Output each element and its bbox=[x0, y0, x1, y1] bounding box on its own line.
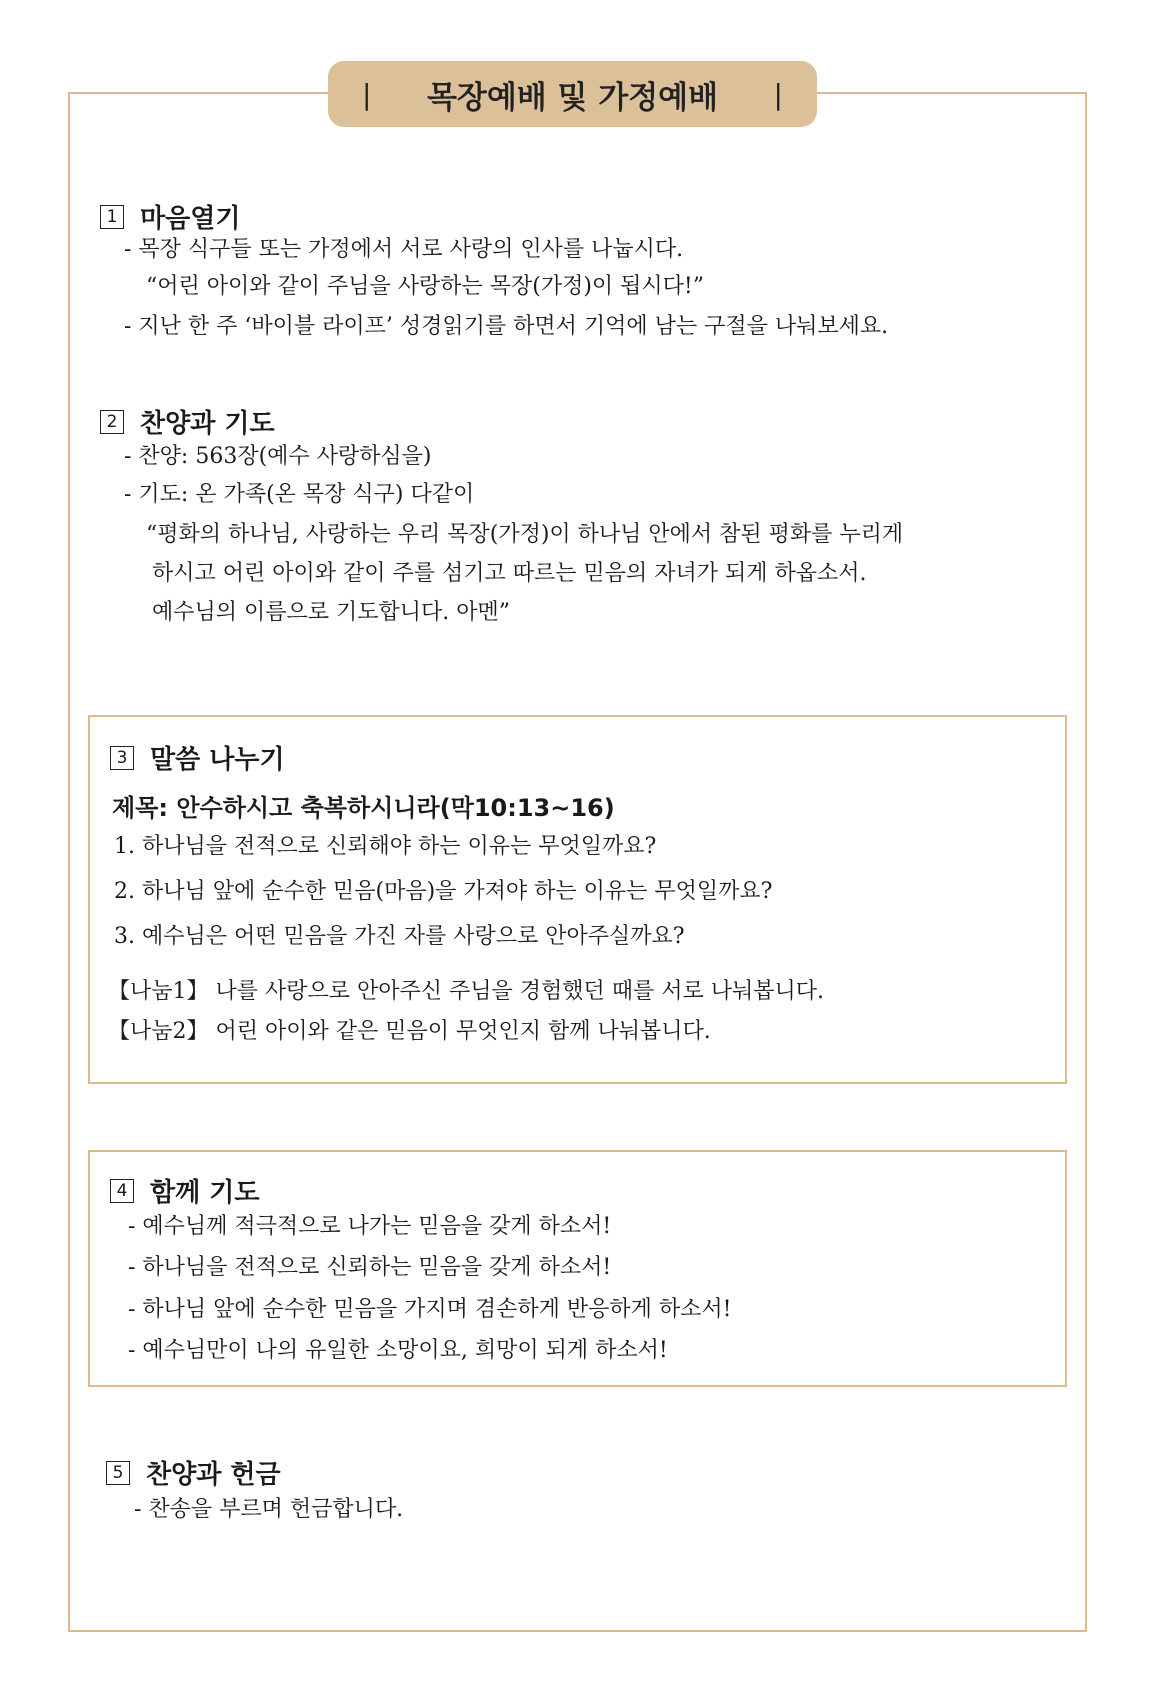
section-title: 말씀 나누기 bbox=[150, 745, 285, 775]
prayer-line: 하시고 어린 아이와 같이 주를 섬기고 따르는 믿음의 자녀가 되게 하옵소서. bbox=[152, 561, 867, 586]
header-left-bar: | bbox=[362, 77, 372, 111]
sharing-item: 【나눔1】 나를 사랑으로 안아주신 주님을 경험했던 때를 서로 나눠봅니다. bbox=[108, 979, 824, 1004]
section-line: - 찬양: 563장(예수 사랑하심을) bbox=[124, 444, 432, 469]
section-number: 2 bbox=[100, 410, 124, 434]
section-number: 5 bbox=[106, 1461, 130, 1485]
header-right-bar: | bbox=[773, 77, 783, 111]
sharing-item: 【나눔2】 어린 아이와 같은 믿음이 무엇인지 함께 나눠봅니다. bbox=[108, 1019, 711, 1044]
question-item: 1. 하나님을 전적으로 신뢰해야 하는 이유는 무엇일까요? bbox=[114, 834, 657, 859]
prayer-line: “평화의 하나님, 사랑하는 우리 목장(가정)이 하나님 안에서 참된 평화를 누리게 bbox=[146, 522, 904, 547]
prayer-item: - 하나님 앞에 순수한 믿음을 가지며 겸손하게 반응하게 하소서! bbox=[128, 1297, 732, 1322]
sermon-title: 제목: 안수하시고 축복하시니라(막10:13~16) bbox=[112, 794, 615, 822]
section-praise-prayer bbox=[100, 403, 275, 440]
section-heading bbox=[110, 739, 285, 776]
page-header bbox=[328, 61, 817, 127]
section-number: 4 bbox=[110, 1179, 134, 1203]
section-line: - 지난 한 주 ‘바이블 라이프’ 성경읽기를 하면서 기억에 남는 구절을 나눠보세요. bbox=[124, 314, 889, 339]
question-item: 3. 예수님은 어떤 믿음을 가진 자를 사랑으로 안아주실까요? bbox=[114, 924, 685, 949]
prayer-line: 예수님의 이름으로 기도합니다. 아멘” bbox=[152, 600, 511, 625]
prayer-item: - 예수님만이 나의 유일한 소망이요, 희망이 되게 하소서! bbox=[128, 1338, 668, 1363]
section-title: 마음열기 bbox=[140, 204, 241, 234]
section-number: 3 bbox=[110, 746, 134, 770]
prayer-item: - 하나님을 전적으로 신뢰하는 믿음을 갖게 하소서! bbox=[128, 1255, 612, 1280]
section-number: 1 bbox=[100, 205, 124, 229]
section-line: “어린 아이와 같이 주님을 사랑하는 목장(가정)이 됩시다!” bbox=[146, 274, 705, 299]
prayer-item: - 예수님께 적극적으로 나가는 믿음을 갖게 하소서! bbox=[128, 1214, 612, 1239]
page-title: 목장예배 및 가정예배 bbox=[426, 79, 719, 116]
section-title: 함께 기도 bbox=[150, 1178, 260, 1208]
section-heading bbox=[106, 1454, 281, 1491]
section-line: - 목장 식구들 또는 가정에서 서로 사랑의 인사를 나눕시다. bbox=[124, 237, 684, 262]
question-item: 2. 하나님 앞에 순수한 믿음(마음)을 가져야 하는 이유는 무엇일까요? bbox=[114, 879, 773, 904]
section-line: - 찬송을 부르며 헌금합니다. bbox=[134, 1497, 404, 1522]
section-pray-together bbox=[110, 1172, 260, 1209]
section-line: - 기도: 온 가족(온 목장 식구) 다같이 bbox=[124, 482, 475, 507]
section-title: 찬양과 기도 bbox=[140, 409, 275, 439]
section-title: 찬양과 헌금 bbox=[146, 1460, 281, 1490]
section-praise-offering bbox=[106, 1454, 281, 1491]
section-heading bbox=[100, 198, 240, 235]
section-word-sharing bbox=[110, 739, 285, 776]
section-open-heart bbox=[100, 198, 240, 235]
section-heading bbox=[110, 1172, 260, 1209]
section-heading bbox=[100, 403, 275, 440]
